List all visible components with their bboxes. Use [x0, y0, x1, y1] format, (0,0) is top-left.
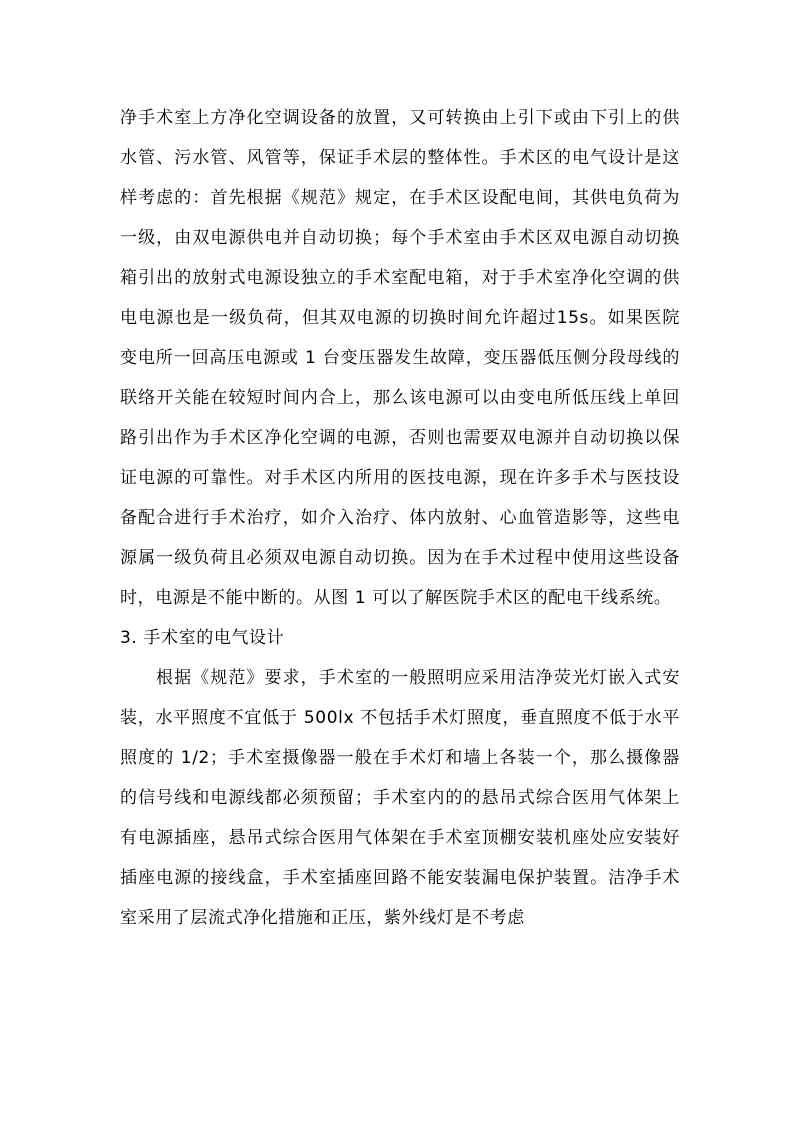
document-body	[120, 98, 680, 938]
section-heading-3: 3. 手术室的电气设计	[120, 628, 285, 648]
body-paragraph-2: 根据《规范》要求，手术室的一般照明应采用洁净荧光灯嵌入式安装，水平照度不宜低于 500lx 不包括手术灯照度，垂直照度不低于水平照度的 1/2；手术室摄像器一般在手术灯和墙上各装一个，那么摄像器的信号线和电源线都必须预留；手术室内的的悬吊式综合医用气体架上有电源插座，悬吊式综合医用气体架在手术室顶棚安装机座处应安装好插座电源的接线盒，手术室插座回路不能安装漏电保护装置。洁净手术室采用了层流式净化措施和正压，紫外线灯是不考虑	[120, 668, 680, 928]
body-paragraph-1: 净手术室上方净化空调设备的放置，又可转换由上引下或由下引上的供水管、污水管、风管等，保证手术层的整体性。手术区的电气设计是这样考虑的：首先根据《规范》规定，在手术区设配电间，其供电负荷为一级，由双电源供电并自动切换；每个手术室由手术区双电源自动切换箱引出的放射式电源设独立的手术室配电箱，对于手术室净化空调的供电电源也是一级负荷，但其双电源的切换时间允许超过15s。如果医院变电所一回高压电源或 1 台变压器发生故障，变压器低压侧分段母线的联络开关能在较短时间内合上，那么该电源可以由变电所低压线上单回路引出作为手术区净化空调的电源，否则也需要双电源并自动切换以保证电源的可靠性。对手术区内所用的医技电源，现在许多手术与医技设备配合进行手术治疗，如介入治疗、体内放射、心血管造影等，这些电源属一级负荷且必须双电源自动切换。因为在手术过程中使用这些设备时，电源是不能中断的。从图 1 可以了解医院手术区的配电干线系统。	[120, 108, 680, 608]
